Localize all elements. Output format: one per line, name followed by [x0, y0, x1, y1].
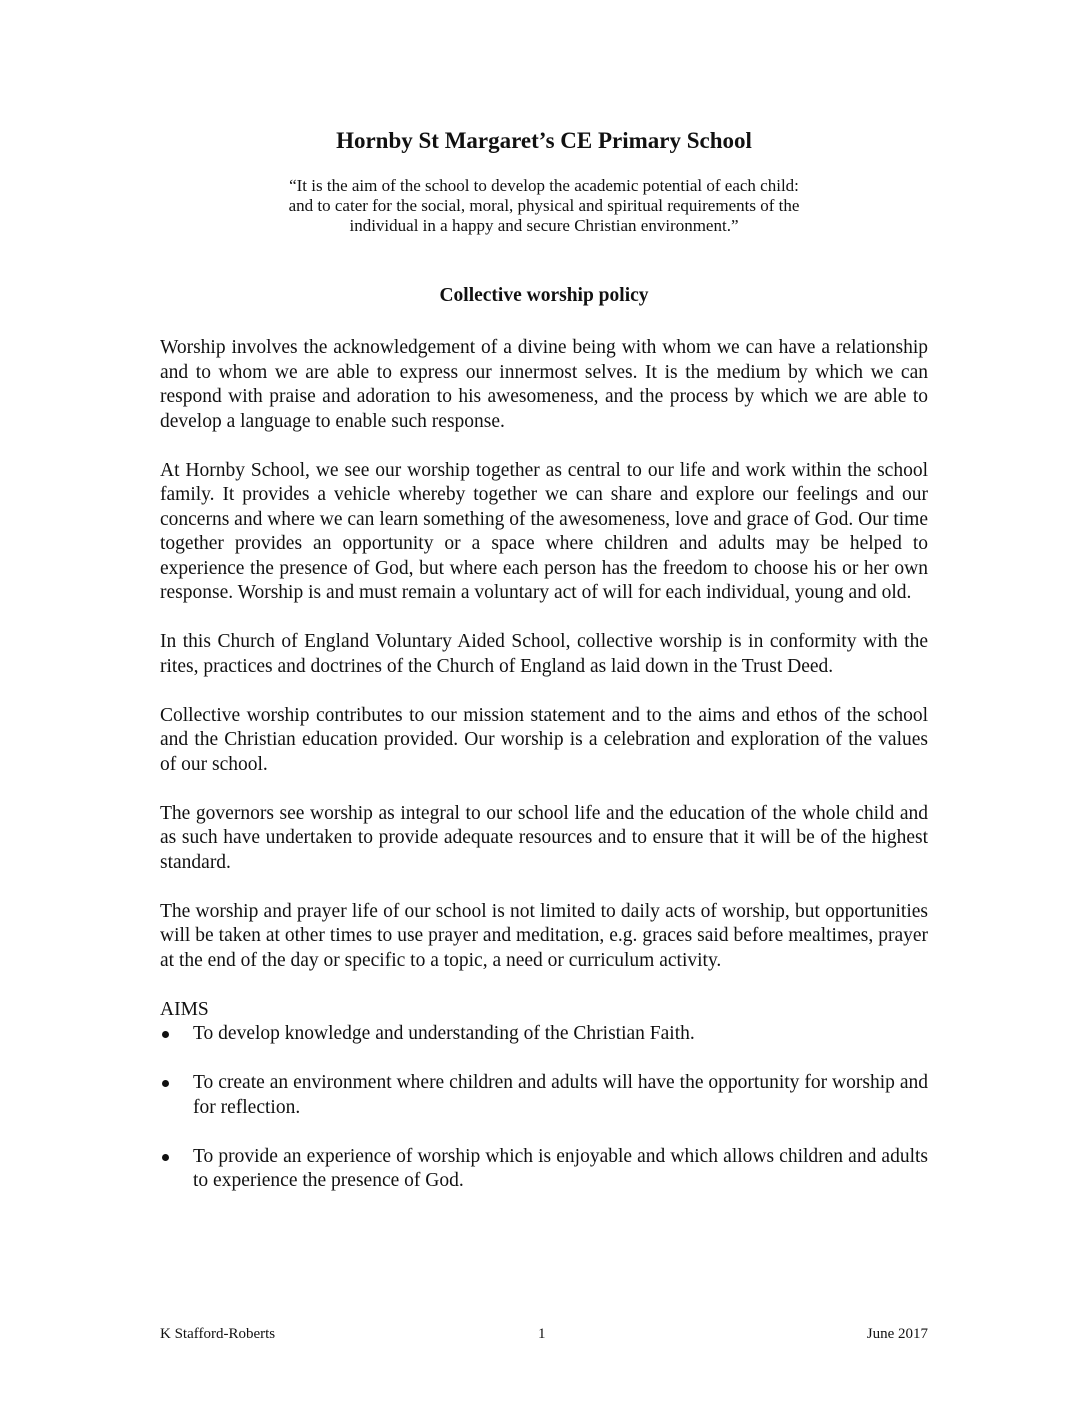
aims-heading: AIMS [160, 998, 209, 1020]
mission-line: individual in a happy and secure Christian environment.” [349, 216, 739, 235]
policy-body [160, 336, 928, 1218]
footer-author: K Stafford-Roberts [160, 1326, 276, 1342]
aim-item [160, 1022, 928, 1047]
body-paragraph: At Hornby School, we see our worship together as central to our life and work within the school family. It provides a vehicle whereby together we can share and explore our feelings and our concerns and where we can learn something of the awesomeness, love and grace of God. Our time together provides an opportunity or a space where children and adults may be helped to experience the presence of God, but where each person has the freedom to choose his or her own response. Worship is and must remain a voluntary act of will for each individual, young and old. [160, 459, 928, 603]
aim-item [160, 1071, 928, 1120]
body-paragraph: The worship and prayer life of our school is not limited to daily acts of worship, but opportunities will be taken at other times to use prayer and meditation, e.g. graces said before mealtimes, prayer at the end of the day or specific to a topic, a need or curriculum activity. [160, 900, 928, 971]
body-paragraph: Worship involves the acknowledgement of a divine being with whom we can have a relationship and to whom we are able to express our innermost selves. It is the medium by which we can respond with praise and adoration to his awesomeness, and the process by which we are able to develop a language to enable such response. [160, 337, 928, 432]
mission-statement [0, 176, 1088, 236]
aim-text: To provide an experience of worship which is enjoyable and which allows children and adults to experience the presence of God. [193, 1145, 928, 1191]
mission-line: and to cater for the social, moral, physical and spiritual requirements of the [288, 196, 800, 215]
footer-page-number: 1 [538, 1326, 546, 1342]
school-title: Hornby St Margaret’s CE Primary School [336, 128, 752, 153]
policy-title: Collective worship policy [439, 285, 649, 306]
bullet-icon [162, 1080, 169, 1087]
aims-list [160, 1022, 928, 1194]
aim-text: To create an environment where children and adults will have the opportunity for worship and for reflection. [193, 1072, 928, 1118]
footer-date: June 2017 [866, 1326, 928, 1342]
aim-item [160, 1145, 928, 1194]
body-paragraph: In this Church of England Voluntary Aided School, collective worship is in conformity with the rites, practices and doctrines of the Church of England as laid down in the Trust Deed. [160, 631, 928, 677]
body-paragraph: Collective worship contributes to our mission statement and to the aims and ethos of the school and the Christian education provided. Our worship is a celebration and exploration of the values of our school. [160, 704, 928, 775]
bullet-icon [162, 1031, 169, 1038]
mission-line: “It is the aim of the school to develop the academic potential of each child: [289, 176, 799, 195]
aim-text: To develop knowledge and understanding of the Christian Faith. [193, 1023, 695, 1044]
bullet-icon [162, 1154, 169, 1161]
body-paragraph: The governors see worship as integral to our school life and the education of the whole child and as such have undertaken to provide adequate resources and to ensure that it will be of the highest standard. [160, 802, 928, 873]
